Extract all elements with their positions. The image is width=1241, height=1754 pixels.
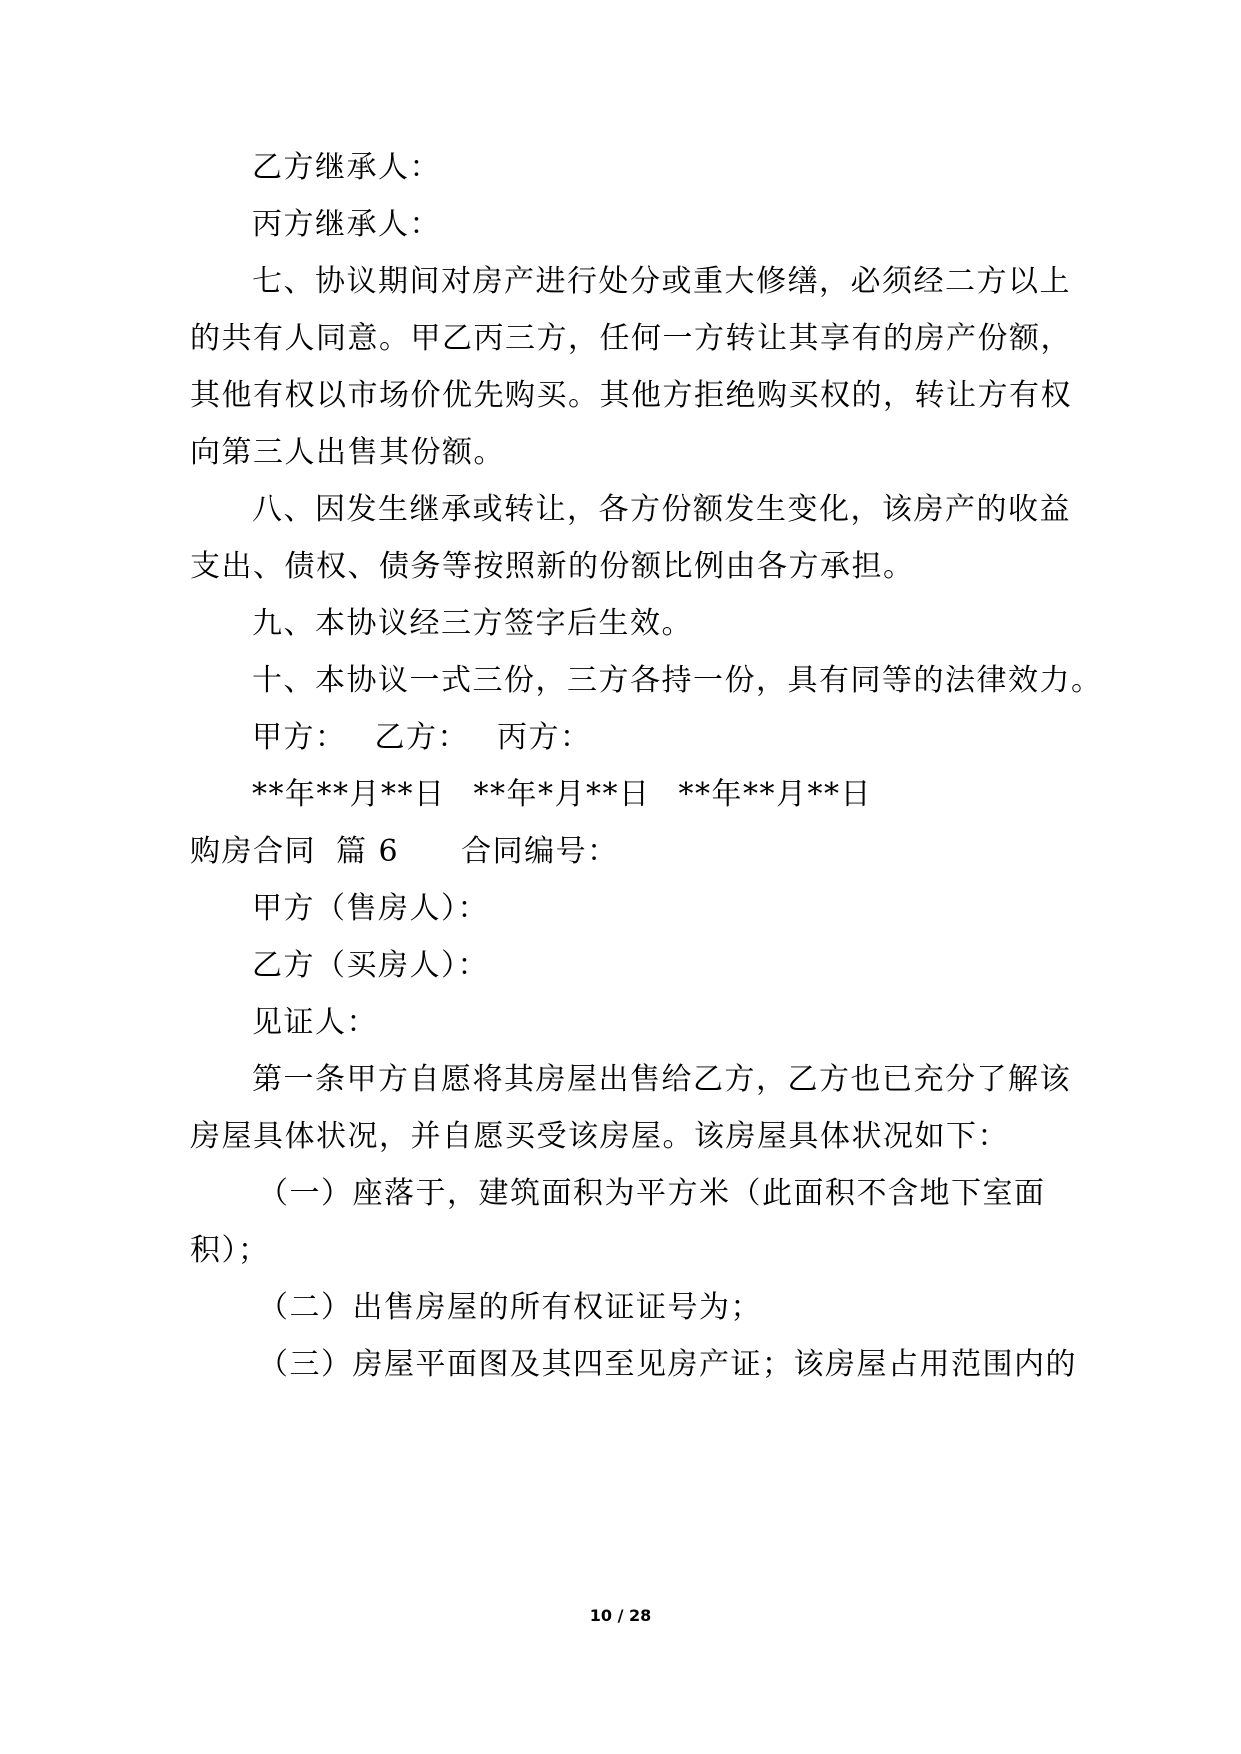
text-line: 乙方（买房人）： xyxy=(252,948,489,983)
signature-party-b: 乙方： xyxy=(374,720,469,755)
signature-party-a: 甲方： xyxy=(252,720,347,755)
signature-line xyxy=(252,718,1132,758)
signature-party-c: 丙方： xyxy=(497,720,592,755)
text-line: （一）座落于，建筑面积为平方米（此面积不含地下室面 xyxy=(258,1176,1046,1211)
date-line xyxy=(252,775,1132,815)
section-title: 购房合同 xyxy=(190,834,316,869)
text-line: 七、协议期间对房产进行处分或重大修缮，必须经二方以上 xyxy=(252,264,1071,299)
text-line: （三）房屋平面图及其四至见房产证；该房屋占用范围内的 xyxy=(258,1347,1077,1382)
text-line: 房屋具体状况，并自愿买受该房屋。该房屋具体状况如下： xyxy=(190,1119,1009,1154)
text-line: 甲方（售房人）： xyxy=(252,891,489,926)
text-line: 第一条甲方自愿将其房屋出售给乙方，乙方也已充分了解该 xyxy=(252,1062,1071,1097)
text-line: 向第三人出售其份额。 xyxy=(190,435,505,470)
contract-number-label: 合同编号： xyxy=(461,834,619,869)
date-party-a: **年**月**日 xyxy=(252,777,446,812)
page-number: 10 / 28 xyxy=(589,1606,652,1625)
text-line: 见证人： xyxy=(252,1005,378,1040)
text-line: 九、本协议经三方签字后生效。 xyxy=(252,606,693,641)
text-line: 八、因发生继承或转让，各方份额发生变化，该房产的收益 xyxy=(252,492,1071,527)
text-line: 十、本协议一式三份，三方各持一份，具有同等的法律效力。 xyxy=(252,663,1103,698)
text-line: 乙方继承人： xyxy=(252,150,441,185)
section-heading xyxy=(190,832,1070,872)
date-party-b: **年*月**日 xyxy=(473,777,651,812)
text-line: 的共有人同意。甲乙丙三方，任何一方转让其享有的房产份额， xyxy=(190,321,1072,356)
text-line: （二）出售房屋的所有权证证号为； xyxy=(258,1290,762,1325)
text-line: 其他有权以市场价优先购买。其他方拒绝购买权的，转让方有权 xyxy=(190,378,1072,413)
text-line: 积）； xyxy=(190,1233,270,1268)
section-part: 篇 6 xyxy=(336,834,400,869)
text-line: 丙方继承人： xyxy=(252,207,441,242)
date-party-c: **年**月**日 xyxy=(678,777,872,812)
text-line: 支出、债权、债务等按照新的份额比例由各方承担。 xyxy=(190,549,915,584)
